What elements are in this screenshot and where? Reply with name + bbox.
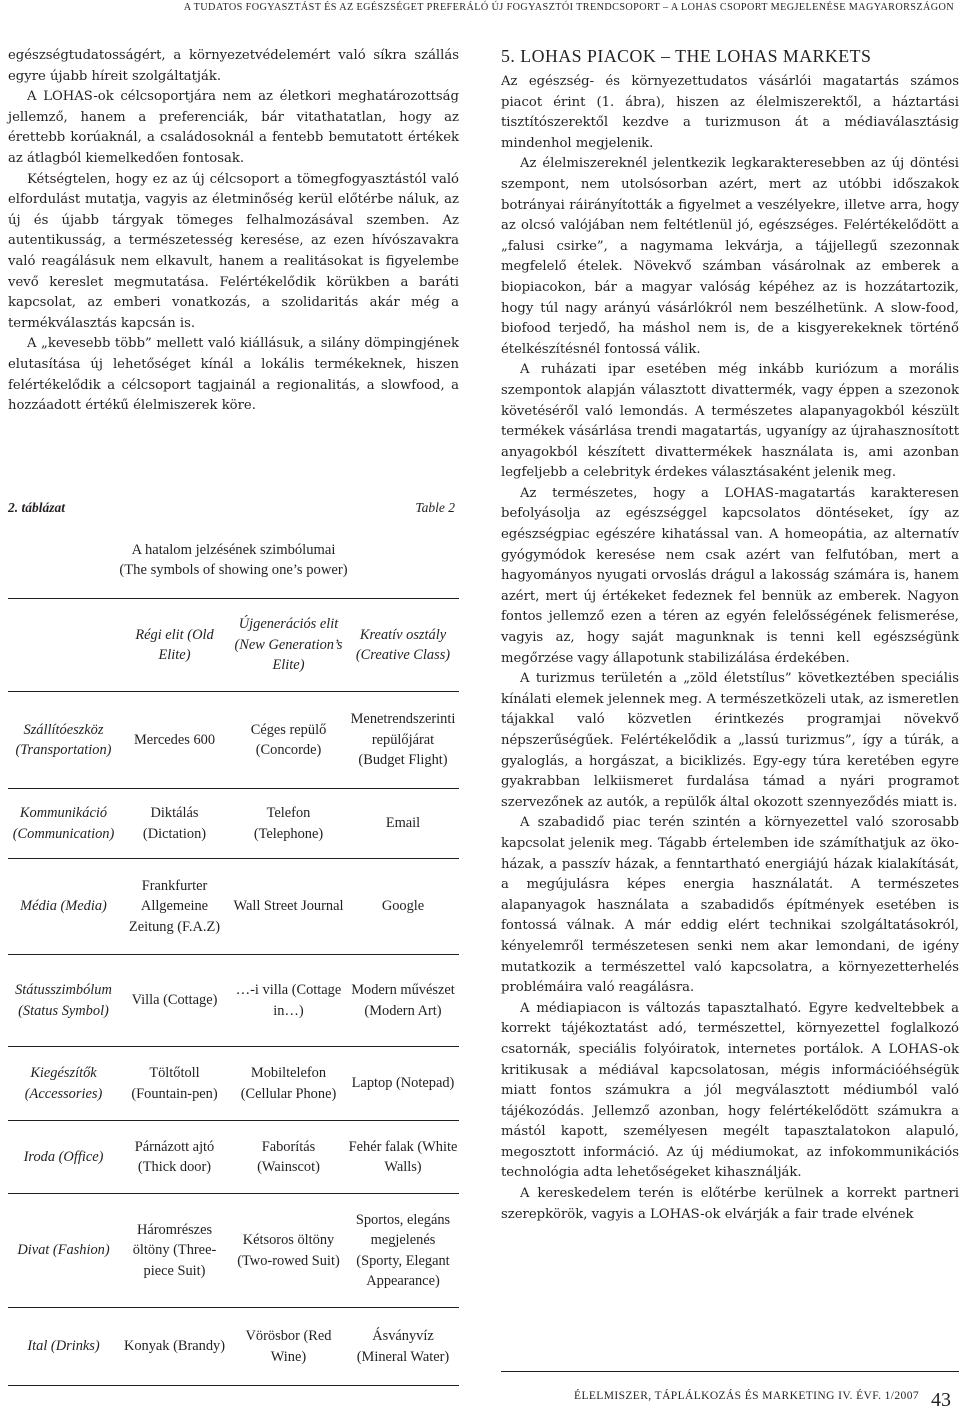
table-cell: Kommunikáció (Communication) xyxy=(8,789,119,859)
table-caption-en: Table 2 xyxy=(415,500,455,515)
table-cell: Konyak (Brandy) xyxy=(119,1308,230,1386)
paragraph: Az egészség- és környezettudatos vásárlói magatartás számos piacot érint (1. ábra), hiszen az élelmiszerektől, a háztartási tisztítószerektől kezdve a turizmuson át a médiaválasztásig mindenhol megjelenik. xyxy=(501,74,959,151)
table-cell: Háromrészes öltöny (Three-piece Suit) xyxy=(119,1194,230,1308)
table-cell: Iroda (Office) xyxy=(8,1121,119,1194)
table-row xyxy=(8,1194,459,1308)
table-cell: Kiegészítők (Accessories) xyxy=(8,1047,119,1121)
table-cell: Vörösbor (Red Wine) xyxy=(230,1308,347,1386)
paragraph: A kereskedelem terén is előtérbe kerülnek a korrekt partneri szerepkörök, vagyis a LOHAS-ok elvárják a fair trade elvének xyxy=(501,1186,959,1222)
table-cell: …-i villa (Cottage in…) xyxy=(230,955,347,1047)
table-cell: Szállítóeszköz (Transportation) xyxy=(8,692,119,789)
table-title xyxy=(8,540,459,580)
paragraph: Kétségtelen, hogy ez az új célcsoport a tömegfogyasztástól való elfordulást mutatja, vagyis az életminőség kerül előtérbe náluk, az új és újabb tárgyak tömeges felhalmozásával szemben. Az autentikusság, a természetesség keresése, az ezen hívószavakra való reagálásuk nem elkavult, hanem a realitásokat is figyelembe vevő kereslet megmutatása. Felértékelődik körükben a baráti kapcsolat, az emberi vonatkozás, a szolidaritás akár még a termékválasztás kapcsán is. xyxy=(8,171,459,331)
table-cell: Wall Street Journal xyxy=(230,859,347,955)
table-header-cell: Újgenerációs elit (New Generation’s Elite) xyxy=(230,599,347,692)
table-cell: Diktálás (Dictation) xyxy=(119,789,230,859)
paragraph: A médiapiacon is változás tapasztalható. Egyre kedveltebbek a korrekt tájékoztatást adó, természettel, környezettel foglalkozó csatornák, speciális folyóiratok, internetes portálok. A LOHAS-ok kritikusak a médiával kapcsolatosan, mégis információéhségük miatt fontos számukra a jól megválasztott médiumból való tájékozódás. Jellemző azonban, hogy felértékelődött számukra a mástól kapott, személyesen megélt tapasztalatokon alapuló, megosztott információ. Az új médiumokat, az infokommunikációs technológia adta lehetőségeket kihasználják. xyxy=(501,1000,959,1181)
table-row xyxy=(8,859,459,955)
table-cell: Telefon (Telephone) xyxy=(230,789,347,859)
paragraph: A szabadidő piac terén szintén a környezettel való szorosabb kapcsolat jelenik meg. Tágabb értelemben ide számíthatjuk az öko-házak, a passzív házak, a fenntartható energiájú házak kialakítását, a megújulásra képes energia használatát. A természetes alapanyagok használata a szabadidős építmények esetében is fontossá válnak. A már eddig elért technikai szolgáltatásokról, kényelemről természetesen senki nem akar lemondani, de igény mutatkozik a természettel való kapcsolatra, a környezetterhelés problémáira való reagálásra. xyxy=(501,815,959,996)
paragraph: A ruházati ipar esetében még inkább kuriózum a morális szempontok alapján választott divattermék, vagy éppen a szezonok követéséről való lemondás. A természetes alapanyagokból készült termékek vásárlása trendi magatartás, ugyanígy az újrahasznosított anyagokból készített divattermékek használata is, ami azonban legfeljebb a celebrityk érdekes választásaként jelenik meg. xyxy=(501,362,959,481)
table-cell: Státusszimbólum (Status Symbol) xyxy=(8,955,119,1047)
page-number: 43 xyxy=(931,1389,951,1409)
section-number: 5. xyxy=(501,46,516,66)
footer xyxy=(574,1384,951,1407)
section-title: LOHAS PIACOK – THE LOHAS MARKETS xyxy=(520,46,872,66)
journal-name: ÉLELMISZER, TÁPLÁLKOZÁS ÉS MARKETING IV. ÉVF. 1/2007 xyxy=(574,1390,919,1403)
table-cell: Céges repülő (Concorde) xyxy=(230,692,347,789)
paragraph: A turizmus területén a „zöld életstílus” következtében speciális kínálati elemek jelennek meg. A természetközeli utak, az ismeretlen tájakkal való közvetlen érintkezés programjai növekvő népszerűségűek. Felértékelődik a „lassú turizmus”, így a túrák, a gyaloglás, a horgászat, a biciklizés. Egy-egy túra keretében egyre gyakrabban lelkiismeret furdalása támad a nyári programot szervezőnek az autók, a repülők által okozott szennyeződés miatt is. xyxy=(501,671,959,810)
table-row xyxy=(8,1121,459,1194)
table-row xyxy=(8,692,459,789)
symbols-table xyxy=(8,598,459,1386)
paragraph: Az természetes, hogy a LOHAS-magatartás karakteresen befolyásolja az egészséggel kapcsolatos döntéseket, így az egészségpiac egészére kihatással van. A homeopátia, az alternatív gyógymódok keresése nem csak azért van felfutóban, mert a hagyományos nyugati orvoslás drágul a lakosság számára is, hanem azért, mert új értékeket fedeznek fel bennük az emberek. Nagyon fontos jellemző ezen a téren az egyén felelősségének felismerése, vagyis az, hogy saját magunknak is tenni kell egészségünk megőrzése vagy állapotunk stabilizálása érdekében. xyxy=(501,485,959,666)
table-header-cell: Régi elit (Old Elite) xyxy=(119,599,230,692)
table-row xyxy=(8,955,459,1047)
table-title-hu: A hatalom jelzésének szimbólumai xyxy=(131,542,336,558)
table-cell: Kétsoros öltöny (Two-rowed Suit) xyxy=(230,1194,347,1308)
running-head: A TUDATOS FOGYASZTÁST ÉS AZ EGÉSZSÉGET PREFERÁLÓ ÚJ FOGYASZTÓI TRENDCSOPORT – A LOHAS CSOPORT MEGJELENÉSE MAGYARORSZÁGON xyxy=(183,2,954,13)
table-row xyxy=(8,789,459,859)
table-cell: Villa (Cottage) xyxy=(119,955,230,1047)
table-cell: Frankfurter Allgemeine Zeitung (F.A.Z) xyxy=(119,859,230,955)
right-column xyxy=(501,46,959,1225)
table-title-en: (The symbols of showing one’s power) xyxy=(119,562,348,578)
paragraph: A LOHAS-ok célcsoportjára nem az életkori meghatározottság jellemző, hanem a preferenciák, bár vitathatatlan, hogy az érettebb korúaknál, a családosoknál a fentebb bemutatott értékek az átlagból kiemelkedően fontosak. xyxy=(8,89,459,166)
paragraph: egészségtudatosságért, a környezetvédelemért való síkra szállás egyre újabb híreit szolgáltatják. xyxy=(8,48,459,84)
paragraph: A „kevesebb több” mellett való kiállásuk, a silány dömpingjének elutasítása új lehetőséget kínál a lokális termékeknek, hiszen felértékelődik a célcsoport tagjainál a regionalitás, a slowfood, a hozzáadott értékű élelmiszerek köre. xyxy=(8,336,459,414)
table-cell: Töltőtoll (Fountain-pen) xyxy=(119,1047,230,1121)
table-header-cell xyxy=(8,599,119,692)
table-cell: Laptop (Notepad) xyxy=(347,1047,459,1121)
table-cell: Párnázott ajtó (Thick door) xyxy=(119,1121,230,1194)
table-cell: Faborítás (Wainscot) xyxy=(230,1121,347,1194)
table-cell: Divat (Fashion) xyxy=(8,1194,119,1308)
table-row xyxy=(8,1308,459,1386)
table-cell: Fehér falak (White Walls) xyxy=(347,1121,459,1194)
table-cell: Sportos, elegáns megjelenés (Sporty, Elegant Appearance) xyxy=(347,1194,459,1308)
table-cell: Ital (Drinks) xyxy=(8,1308,119,1386)
left-column xyxy=(8,46,459,417)
table-cell: Média (Media) xyxy=(8,859,119,955)
table-cell: Google xyxy=(347,859,459,955)
paragraph: Az élelmiszereknél jelentkezik legkarakteresebben az új döntési szempont, nem utolsósorban azért, mert az utóbbi időszakok botrányai ráirányították a figyelmet a veszélyekre, illetve arra, hogy az olcsó valójában nem feltétlenül jó, egészséges. Felértékelődött a „falusi csirke”, a nagymama lekvárja, a tájjellegű szezonnak megfelelő ételek. Növekvő számban vásárolnak az emberek a biopiacokon, bár a magyar valóság képéhez az is hozzátartozik, hogy túl nagy arányú vásárlókról nem beszélhetünk. A slow-food, biofood terjedő, ha máshol nem is, de a kisgyerekeknek történő ételkészítésnél fontossá válik. xyxy=(501,156,959,357)
table-cell: Modern művészet (Modern Art) xyxy=(347,955,459,1047)
table-header-cell: Kreatív osztály (Creative Class) xyxy=(347,599,459,692)
table-cell: Mercedes 600 xyxy=(119,692,230,789)
table-row xyxy=(8,1047,459,1121)
table-caption-hu: 2. táblázat xyxy=(8,500,66,515)
table-cell: Email xyxy=(347,789,459,859)
section-heading xyxy=(501,46,959,66)
table-header-row xyxy=(8,599,459,692)
table-cell: Mobiltelefon (Cellular Phone) xyxy=(230,1047,347,1121)
footer-rule xyxy=(501,1371,959,1372)
table-cell: Ásványvíz (Mineral Water) xyxy=(347,1308,459,1386)
table-cell: Menetrendszerinti repülőjárat (Budget Flight) xyxy=(347,692,459,789)
